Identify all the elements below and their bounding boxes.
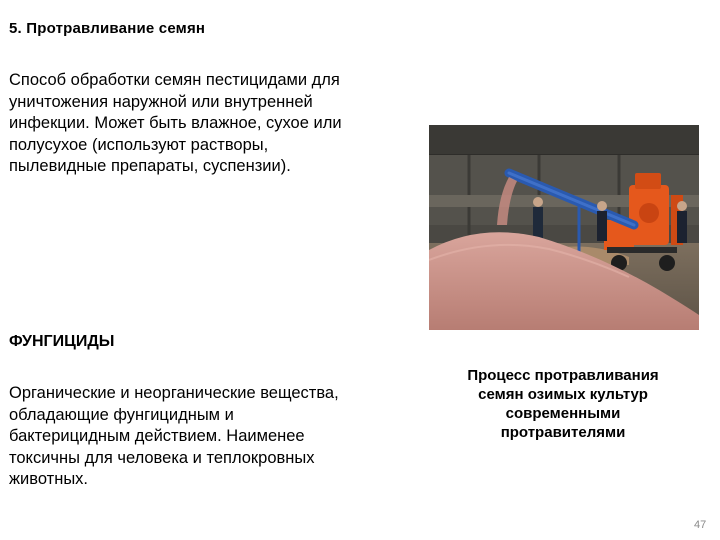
caption-line: протравителями (500, 424, 626, 441)
page-number: 47 (694, 519, 707, 531)
description-line: животных. (9, 470, 89, 488)
intro-line: инфекции. Может быть влажное, сухое или (9, 114, 342, 132)
photo-caption (438, 366, 688, 442)
intro-line: пылевидные препараты, суспензии). (9, 157, 291, 175)
intro-line: уничтожения наружной или внутренней (9, 92, 313, 111)
caption-line: семян озимых культур (478, 386, 648, 403)
caption-line: Процесс протравливания (467, 367, 659, 384)
description-line: Органические и неорганические вещества, (9, 384, 339, 402)
intro-paragraph (9, 70, 429, 178)
intro-line: полусухое (используют растворы, (9, 135, 269, 154)
fungicides-description (9, 383, 429, 491)
caption-line: современными (505, 405, 621, 422)
seed-treatment-illustration (429, 125, 699, 330)
description-line: обладающие фунгицидным и (9, 405, 234, 424)
seed-treatment-photo (429, 125, 699, 330)
intro-line: Способ обработки семян пестицидами для (9, 71, 340, 89)
section-heading: ФУНГИЦИДЫ (9, 333, 115, 350)
slide-title: 5. Протравливание семян (9, 20, 206, 37)
description-line: токсичны для человека и теплокровных (9, 448, 315, 467)
description-line: бактерицидным действием. Наименее (9, 427, 305, 445)
